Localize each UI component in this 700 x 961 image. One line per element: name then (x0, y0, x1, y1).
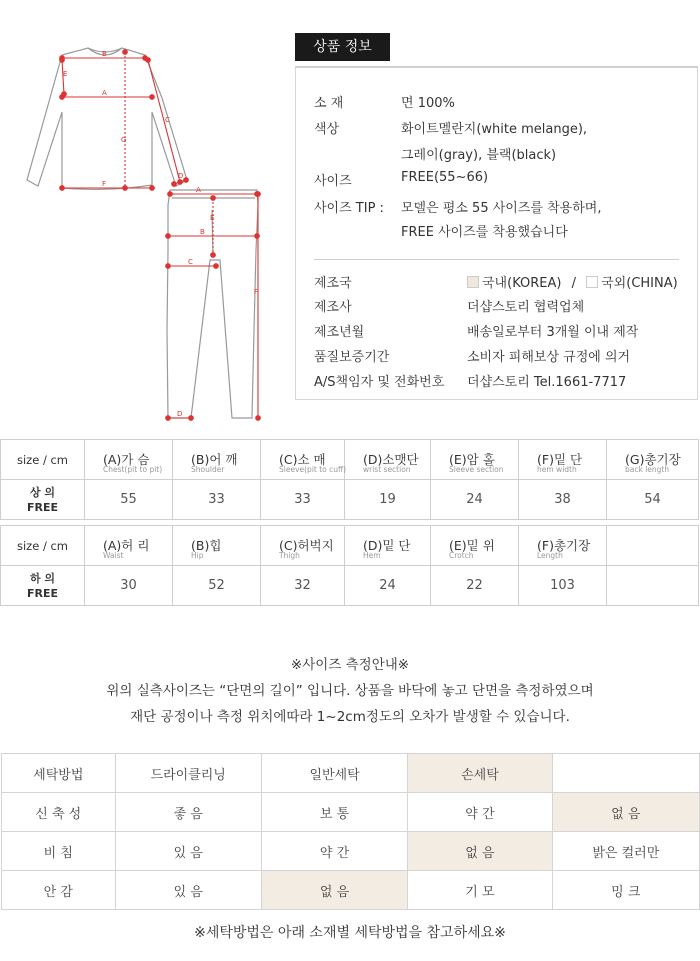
care-cell: 없 음 (408, 832, 552, 871)
value-hip: 52 (173, 566, 261, 606)
care-cell: 약 간 (261, 832, 407, 871)
info-value: 면 100% (401, 96, 455, 111)
care-cell: 밝은 컬러만 (552, 832, 699, 871)
bottom-letter-e: E (210, 214, 215, 222)
info-value: 화이트멜란지(white melange), (401, 122, 588, 137)
header-waist (85, 526, 173, 566)
row-label-top (1, 480, 85, 520)
value-thigh: 32 (261, 566, 345, 606)
bottom-letter-b: B (200, 228, 205, 236)
header-crotch (431, 526, 519, 566)
header-length (607, 440, 699, 480)
value-waist: 30 (85, 566, 173, 606)
header-length (519, 526, 607, 566)
bottom-letter-d: D (177, 410, 183, 418)
header-sub: Hip (191, 551, 204, 560)
header-armhole (431, 440, 519, 480)
care-cell: 드라이클리닝 (115, 754, 261, 793)
info-label: 소 재 (314, 96, 344, 111)
header-main: (F)총기장 (537, 538, 591, 553)
top-letter-c: C (165, 116, 170, 124)
header-main: (A)가 슴 (103, 452, 150, 467)
care-notice: ※세탁방법은 아래 소재별 세탁방법을 참고하세요※ (194, 925, 506, 941)
header-empty (607, 526, 699, 566)
origin-separator: / (571, 276, 576, 291)
value-shoulder: 33 (173, 480, 261, 520)
top-size-table (0, 439, 699, 520)
care-cell: 기 모 (408, 871, 552, 910)
china-swatch (586, 276, 598, 288)
top-letter-b: B (102, 50, 107, 58)
care-cell (552, 754, 699, 793)
size-notice-line1: 위의 실측사이즈는 “단면의 길이” 입니다. 상품을 바닥에 놓고 단면을 측정하였으며 (106, 683, 594, 699)
row-label-size: FREE (26, 586, 58, 600)
header-sub: Hem (363, 551, 381, 560)
size-notice-line2: 재단 공정이나 측정 위치에따라 1~2cm정도의 오차가 발생할 수 있습니다. (130, 709, 570, 725)
bottom-size-table (0, 525, 699, 606)
info-label: 제조국 (314, 276, 352, 291)
bottom-garment-outline (167, 190, 258, 418)
header-main: (C)허벅지 (279, 538, 334, 553)
header-sub: Waist (103, 551, 124, 560)
header-sub: hem width (537, 465, 577, 474)
measure-letters (63, 50, 258, 418)
value-sleeve: 33 (261, 480, 345, 520)
header-sub: wrist section (363, 465, 411, 474)
header-hem (345, 526, 431, 566)
info-value: 그레이(gray), 블랙(black) (401, 148, 557, 163)
care-cell: 있 음 (115, 832, 261, 871)
info-label: A/S책임자 및 전화번호 (314, 375, 445, 390)
size-notice-title: ※사이즈 측정안내※ (290, 657, 410, 673)
info-value: FREE 사이즈를 착용했습니다 (401, 225, 568, 240)
top-letter-a: A (102, 89, 107, 97)
header-sub: Shoulder (191, 465, 225, 474)
row-label-bottom (1, 566, 85, 606)
top-letter-e: E (63, 70, 68, 78)
care-table (1, 753, 700, 910)
header-chest (85, 440, 173, 480)
info-value: 모델은 평소 55 사이즈를 착용하며, (401, 201, 602, 216)
header-main: (E)암 홀 (449, 452, 495, 467)
care-cell: 좋 음 (115, 793, 261, 832)
value-crotch: 22 (431, 566, 519, 606)
header-sub: back length (625, 465, 670, 474)
header-sub: Sleeve(pit to cuff) (279, 465, 347, 474)
header-sub: Sleeve section (449, 465, 504, 474)
header-thigh (261, 526, 345, 566)
care-cell: 신 축 성 (2, 793, 116, 832)
header-hem (519, 440, 607, 480)
care-cell: 없 음 (261, 871, 407, 910)
measurement-diagram (0, 0, 290, 430)
top-letter-d: D (178, 172, 184, 180)
care-cell: 보 통 (261, 793, 407, 832)
header-main: (D)밑 단 (363, 538, 411, 553)
info-label: 제조년월 (314, 325, 365, 340)
header-hip (173, 526, 261, 566)
header-sleeve (261, 440, 345, 480)
care-cell: 안 감 (2, 871, 116, 910)
header-main: (B)어 깨 (191, 452, 238, 467)
info-value: 더샵스토리 Tel.1661-7717 (467, 375, 627, 390)
info-label: 제조사 (314, 300, 352, 315)
info-divider (314, 259, 679, 260)
header-sub: Chest(pit to pit) (103, 465, 163, 474)
care-cell: 비 침 (2, 832, 116, 871)
info-label: 사이즈 TIP : (314, 201, 384, 216)
header-wrist (345, 440, 431, 480)
row-label-category: 하 의 (29, 571, 56, 585)
header-sub: Thigh (279, 551, 300, 560)
info-value: FREE(55~66) (401, 170, 489, 185)
row-label-size: FREE (26, 500, 58, 514)
origin-china: 국외(CHINA) (601, 276, 678, 291)
header-sub: Crotch (449, 551, 474, 560)
care-cell: 일반세탁 (261, 754, 407, 793)
header-main: (E)밑 위 (449, 538, 495, 553)
header-sub: Length (537, 551, 563, 560)
header-main: (B)힙 (191, 538, 222, 553)
origin-korea: 국내(KOREA) (482, 276, 562, 291)
bottom-letter-a: A (196, 186, 201, 194)
header-shoulder (173, 440, 261, 480)
care-cell: 세탁방법 (2, 754, 116, 793)
value-hem: 24 (345, 566, 431, 606)
info-value: 배송일로부터 3개월 이내 제작 (467, 325, 639, 340)
value-hem: 38 (519, 480, 607, 520)
header-main: (A)허 리 (103, 538, 150, 553)
product-info-title: 상품 정보 (295, 33, 390, 61)
care-cell: 밍 크 (552, 871, 699, 910)
info-label: 품질보증기간 (314, 350, 390, 365)
size-unit-label: size / cm (1, 526, 85, 566)
info-value: 더샵스토리 협력업체 (467, 300, 585, 315)
value-empty (607, 566, 699, 606)
product-info-box (295, 66, 698, 400)
header-main: (G)총기장 (625, 452, 681, 467)
korea-swatch (467, 276, 479, 288)
care-cell: 손세탁 (408, 754, 552, 793)
care-cell: 있 음 (115, 871, 261, 910)
value-length: 54 (607, 480, 699, 520)
header-main: (F)밑 단 (537, 452, 583, 467)
info-label: 색상 (314, 122, 340, 137)
header-main: (C)소 매 (279, 452, 326, 467)
bottom-letter-f: F (254, 288, 259, 296)
measure-lines (60, 50, 261, 421)
value-wrist: 19 (345, 480, 431, 520)
care-cell: 없 음 (552, 793, 699, 832)
top-letter-g: G (121, 136, 127, 144)
care-cell: 약 간 (408, 793, 552, 832)
size-unit-label: size / cm (1, 440, 85, 480)
top-letter-f: F (102, 180, 107, 188)
row-label-category: 상 의 (29, 485, 56, 499)
bottom-letter-c: C (188, 258, 193, 266)
value-chest: 55 (85, 480, 173, 520)
value-length: 103 (519, 566, 607, 606)
value-armhole: 24 (431, 480, 519, 520)
origin-options (467, 272, 678, 291)
info-value: 소비자 피해보상 규정에 의거 (467, 350, 631, 365)
header-main: (D)소맷단 (363, 452, 419, 467)
info-label: 사이즈 (314, 174, 352, 189)
